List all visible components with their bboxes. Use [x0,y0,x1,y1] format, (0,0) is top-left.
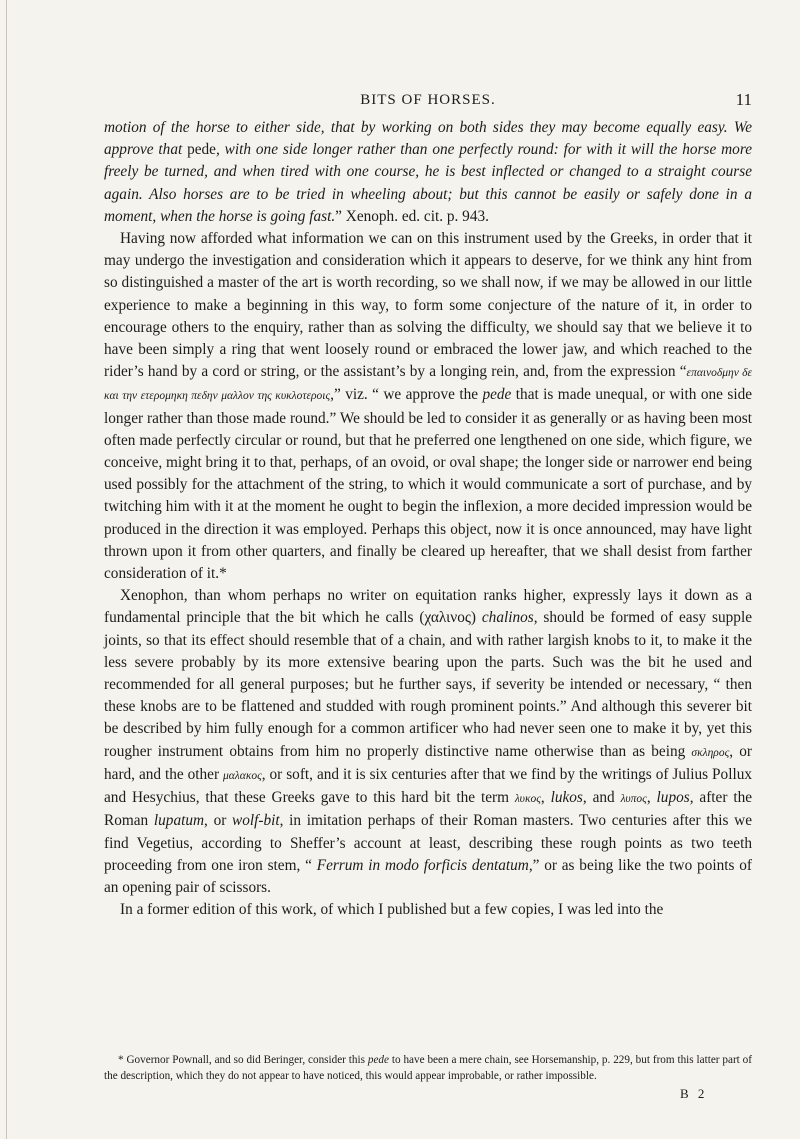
text-run: , [540,789,551,807]
paragraph-1 [104,117,752,228]
paragraph-3 [104,585,752,899]
term-chalinos: chalinos [481,609,534,627]
running-head: BITS OF HORSES. [360,92,496,108]
page-header [104,90,752,112]
term-lupos: lupos [656,789,690,807]
signature-mark: B 2 [680,1086,708,1101]
term-lukos: lukos [550,789,583,807]
text-run: ) [470,609,482,627]
text-run: ,” viz. “ we approve the [330,386,483,404]
term-wolf-bit: wolf-bit [232,812,280,830]
greek-word: σκληρος [691,746,730,759]
quote-italic-2: , with one side longer rather than one perfectly round: for with it will the horse more freely be turned, and when tired with one course, he is best inflected or changed to a straight course again. Also horses are to be tried in wheeling about; but this cannot be easily or safely done in a moment, when the horse is going fast. [104,141,752,225]
latin-quotation: Ferrum in modo forficis dentatum [316,856,529,874]
page-edge-line [6,0,7,1139]
text-run: , after the Roman [104,789,753,830]
term-pede: pede [482,386,512,404]
greek-word: μαλακος [223,769,262,782]
greek-word: λυκος [514,793,541,806]
quote-italic-1: motion of the horse to either side, that by working on both sides they may become equally easy. We approve that [104,119,752,159]
greek-word: χαλινος [424,609,471,627]
text-run: , in imitation perhaps of their Roman masters. Two centuries after this we find Vegetius, according to Sheffer’s account at least, describing these rough points as two teeth proceeding from one iron stem, “ [104,812,753,874]
text-run: , and [582,789,621,807]
term-pede: pede [367,1054,389,1066]
text-run: , should be formed of easy supple joints, so that its effect should resemble that of a chain, and with rather largish knobs to it, to make it the less severe probably by its more extensive bearing upon the parts. Such was the bit he used and recommended for all general purposes; but he further says, if severity be intended or necessary, “ then these knobs are to be flattened and studded with rough prominent points.” And although this severer bit be described by him fully enough for a common artificer who had never seen one to make it by, yet this rougher instrument obtains from him no properly distinctive name otherwise than as being [104,609,752,760]
text-run: , or hard, and the other [104,742,752,783]
footnote [104,1052,752,1084]
text-run: , or [204,812,233,830]
greek-quotation: επαινοδμην δε και την ετερομηκη πεδην μαλλον της κυκλοτεροις [104,367,753,403]
text-run: * Governor Pownall, and so did Beringer, consider this [118,1054,368,1066]
term-lupatum: lupatum [153,812,205,830]
text-run: Xenophon, than whom perhaps no writer on equitation ranks higher, expressly lays it down as a fundamental principle that the bit which he calls ( [104,587,752,627]
paragraph-2 [104,228,752,585]
text-run: to have been a mere chain, see Horsemanship, p. 229, but from this latter part of the description, which they do not appear to have noticed, this would appear improbable, or rather impossible. [104,1054,752,1082]
body-text [104,117,752,921]
text-run: ,” or as being like the two points of an opening pair of scissors. [104,856,752,896]
text-run: Having now afforded what information we can on this instrument used by the Greeks, in order that it may undergo the investigation and consideration which it appears to deserve, for we think any hint from so distinguished a master of the art is worth recording, so we shall now, if we may be allowed in our little experience to make a beginning in this way, to form some conjecture of the nature of it, in order to encourage others to the enquiry, rather than as solving the difficulty, we should say that we believe it to have been simply a ring that went loosely round or embraced the lower jaw, and which reached to the rider’s hand by a cord or string, or the assistant’s by a longing rein, and, from the expression “ [104,230,752,381]
greek-word: λυπος [620,793,647,806]
term-pede: pede [187,141,216,159]
footnote-text [104,1052,752,1084]
text-run: that is made unequal, or with one side longer rather than those made round.” We should be led to consider it as generally or as having been most often made perfectly circular or round, but that he preferred one lengthened on one side, which figure, we conceive, might bring it to that, perhaps, of an ovoid, or oval shape; the longer side or narrower end being used possibly for the attachment of the string, to which it would communicate a sort of purchase, and by twitching him with it at the moment he ought to begin the inflexion, a more decided impression would be produced in the direction it was employed. Perhaps this object, now it is once announced, may have light thrown upon it from other quarters, and finally be cleared up hereafter, that we shall desist from farther consideration of it.* [104,386,753,583]
text-run: , or soft, and it is six centuries after that we find by the writings of Julius Pollux and Hesychius, that these Greeks gave to this hard bit the term [104,765,752,807]
page-number: 11 [735,90,752,109]
paragraph-4: In a former edition of this work, of which I published but a few copies, I was led into the [120,901,664,919]
text-run: , [646,789,657,807]
citation: ” Xenoph. ed. cit. p. 943. [335,207,489,225]
